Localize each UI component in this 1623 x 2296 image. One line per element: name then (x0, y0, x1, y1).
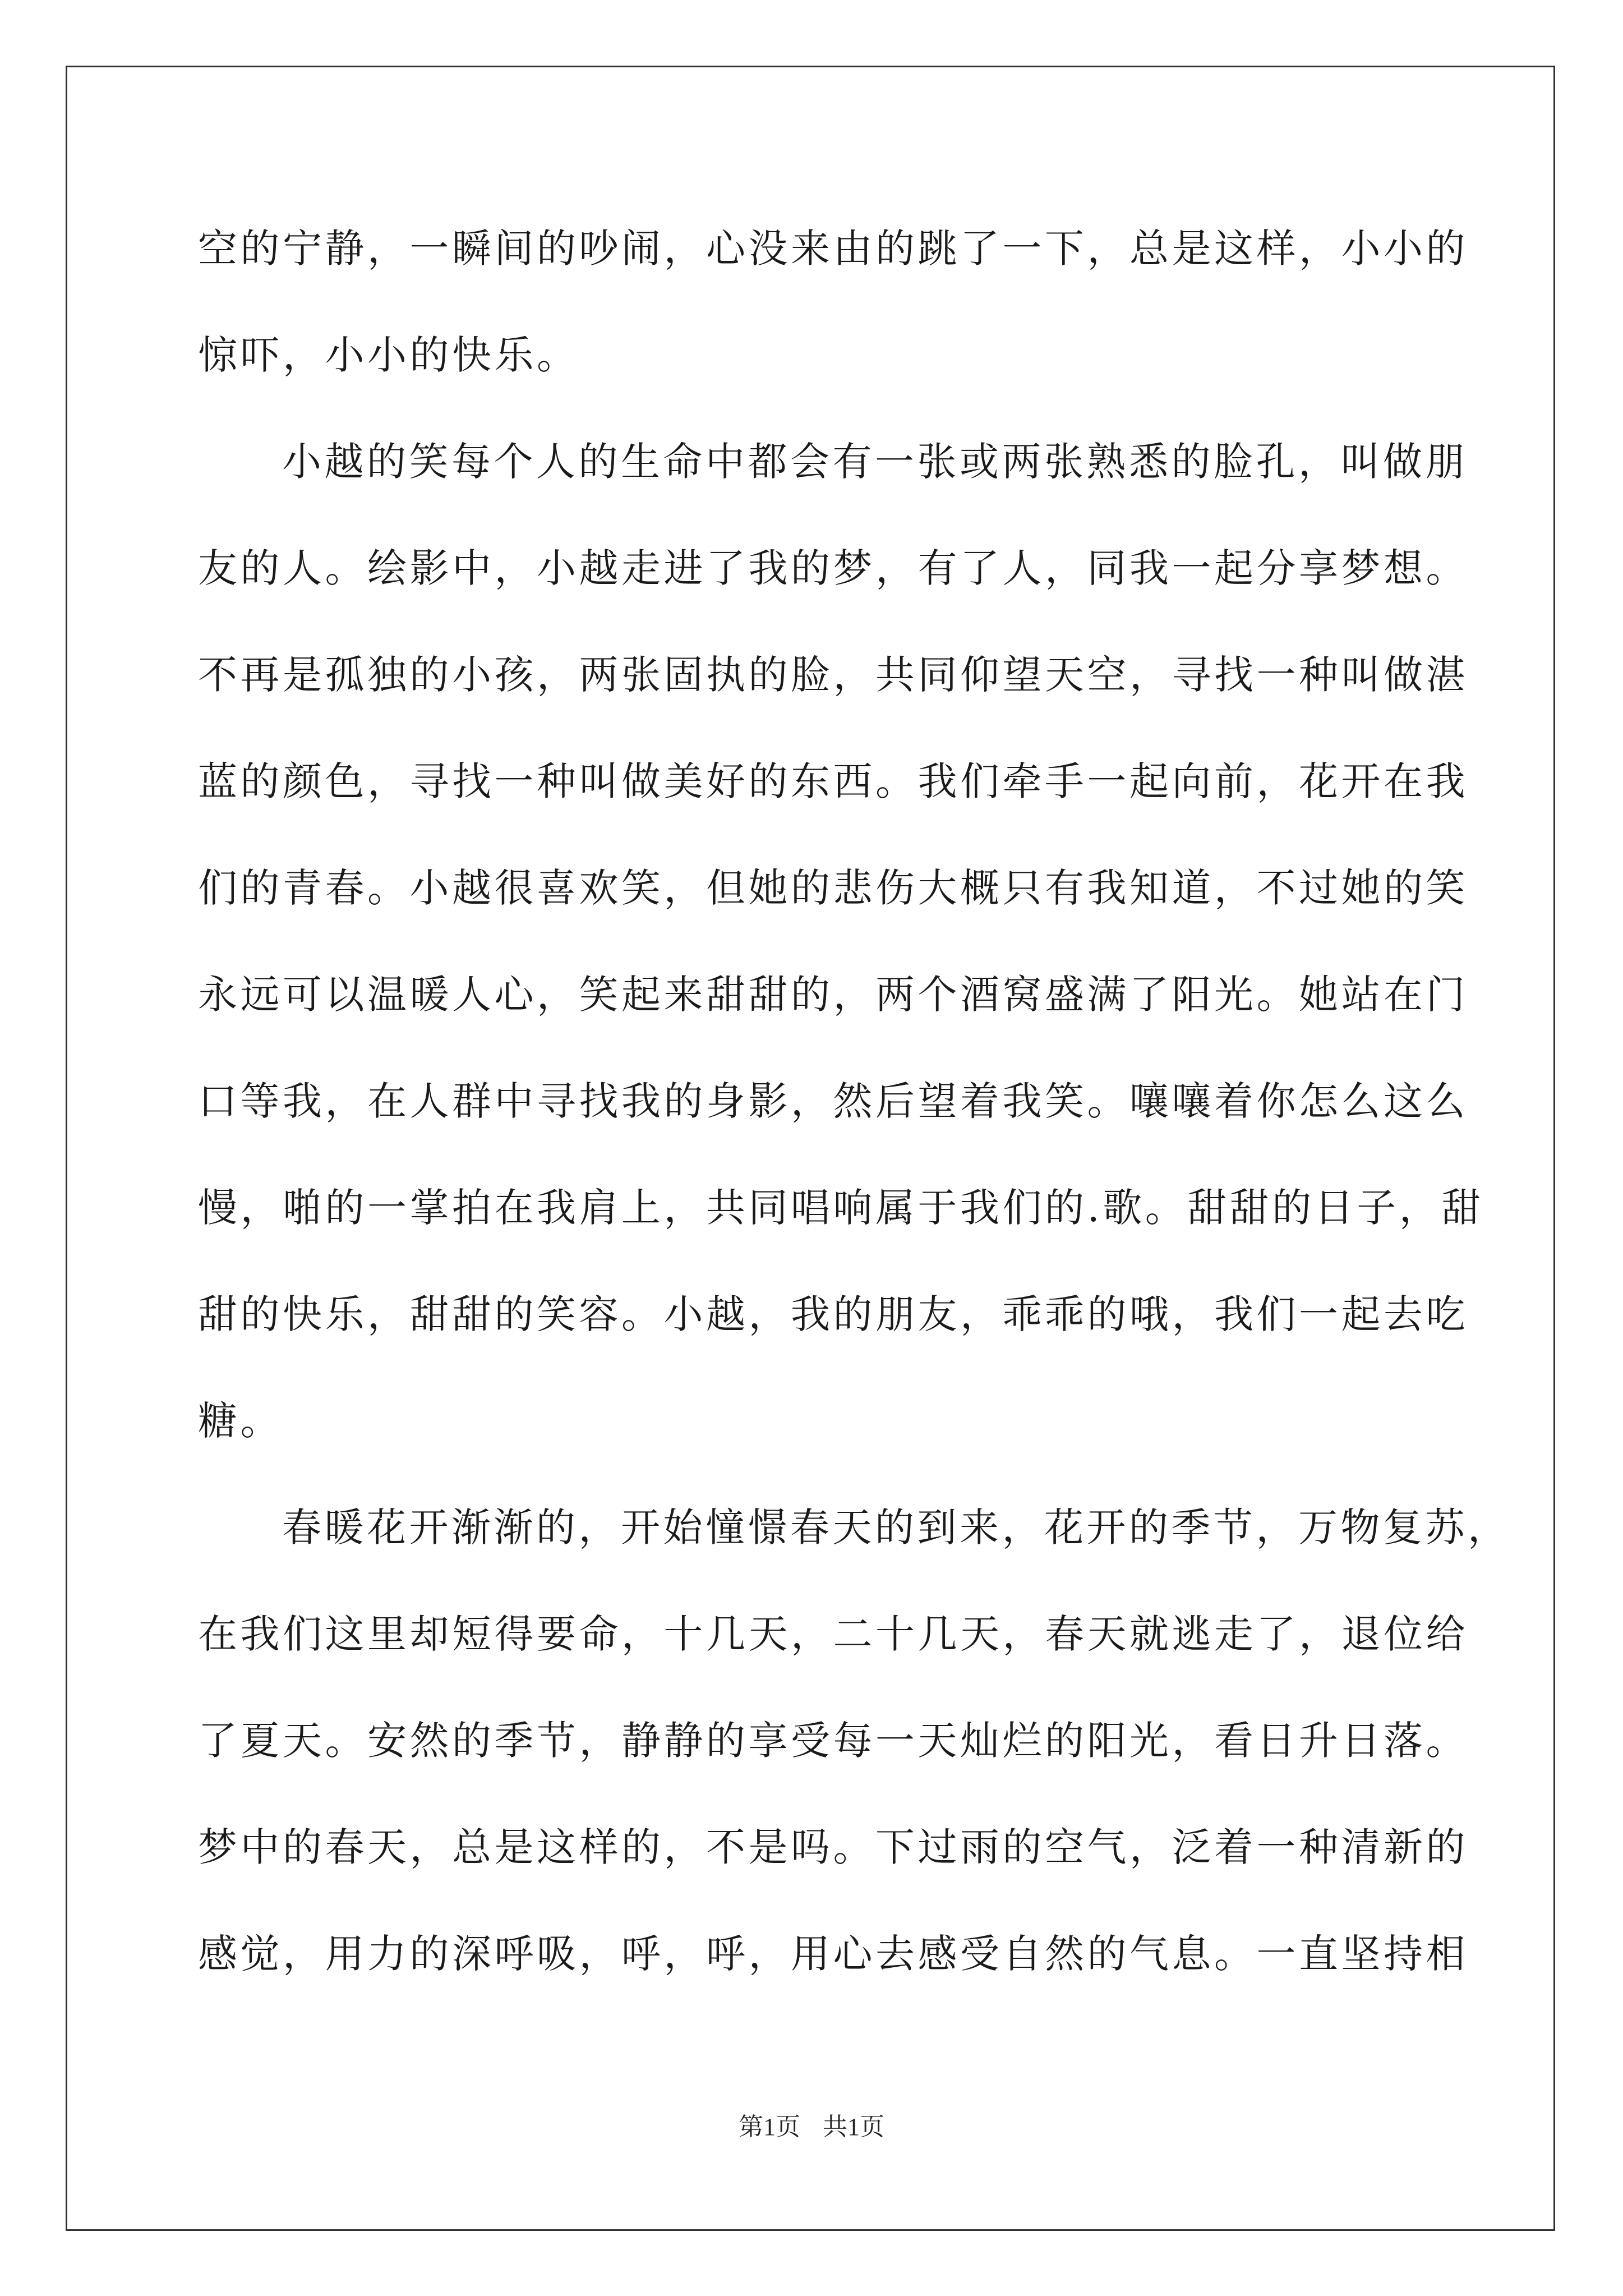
text-line: 甜的快乐，甜甜的笑容。小越，我的朋友，乖乖的哦，我们一起去吃 (198, 1291, 1468, 1337)
text-line: 梦中的春天，总是这样的，不是吗。下过雨的空气，泛着一种清新的 (198, 1824, 1468, 1870)
text-line: 不再是孤独的小孩，两张固执的脸，共同仰望天空，寻找一种叫做湛 (198, 652, 1468, 698)
text-line: 春暖花开渐渐的，开始憧憬春天的到来，花开的季节，万物复苏， (282, 1504, 1510, 1550)
text-line: 们的青春。小越很喜欢笑，但她的悲伤大概只有我知道，不过她的笑 (198, 865, 1468, 911)
page-total: 共1页 (823, 2113, 884, 2141)
body-text (198, 218, 1510, 2030)
text-line: 友的人。绘影中，小越走进了我的梦，有了人，同我一起分享梦想。 (198, 545, 1468, 591)
text-line: 感觉，用力的深呼吸，呼，呼，用心去感受自然的气息。一直坚持相 (198, 1931, 1468, 1977)
text-line: 在我们这里却短得要命，十几天，二十几天，春天就逃走了，退位给 (198, 1611, 1468, 1657)
text-line: 小越的笑每个人的生命中都会有一张或两张熟悉的脸孔，叫做朋 (282, 439, 1468, 485)
text-line: 了夏天。安然的季节，静静的享受每一天灿烂的阳光，看日升日落。 (198, 1718, 1468, 1764)
text-line: 糖。 (198, 1398, 283, 1444)
text-line: 慢，啪的一掌拍在我肩上，共同唱响属于我们的.歌。甜甜的日子，甜 (198, 1185, 1484, 1231)
text-line: 空的宁静，一瞬间的吵闹，心没来由的跳了一下，总是这样，小小的 (198, 226, 1468, 272)
text-line: 惊吓，小小的快乐。 (198, 332, 579, 378)
text-line: 蓝的颜色，寻找一种叫做美好的东西。我们牵手一起向前，花开在我 (198, 758, 1468, 804)
text-line: 口等我，在人群中寻找我的身影，然后望着我笑。嚷嚷着你怎么这么 (198, 1078, 1468, 1124)
page-footer (0, 2106, 1623, 2142)
text-line: 永远可以温暖人心，笑起来甜甜的，两个酒窝盛满了阳光。她站在门 (198, 972, 1468, 1018)
page-number: 第1页 (739, 2113, 800, 2141)
